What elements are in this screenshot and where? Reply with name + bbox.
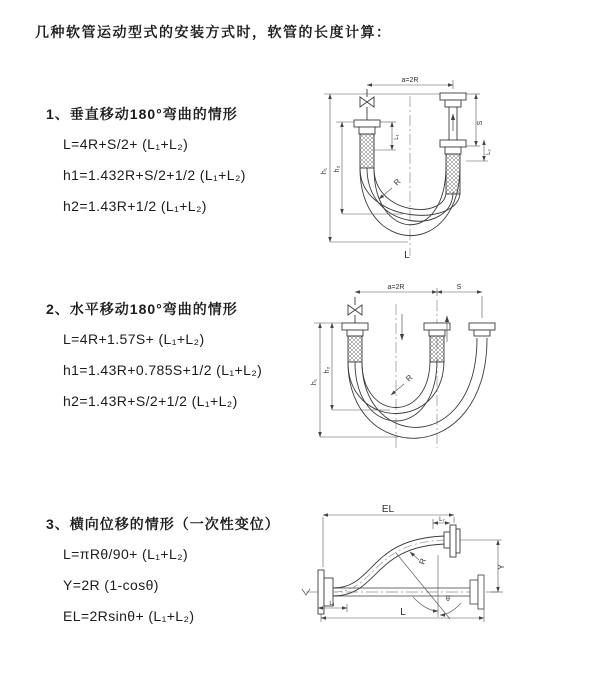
right-fitting [469, 323, 495, 336]
dim-el-label: EL [381, 504, 395, 515]
dim-y-label: Y [497, 564, 506, 570]
dimension-labels [321, 77, 492, 261]
angle-label: θ [446, 596, 450, 603]
section-lateral-displacement [46, 514, 316, 636]
dimension-lines [324, 80, 488, 242]
dim-s-label: S [477, 120, 484, 126]
valve-icon [348, 297, 362, 323]
middle-fitting [424, 323, 450, 362]
page-title: 几种软管运动型式的安装方式时，软管的长度计算： [35, 24, 392, 40]
section-2-formula-h2: h2=1.43R+S/2+1/2 (L₁+L₂) [63, 393, 238, 409]
section-2-formula-h1: h1=1.43R+0.785S+1/2 (L₁+L₂) [63, 362, 263, 378]
section-3-formula-Y: Y=2R (1-cosθ) [63, 577, 159, 593]
section-3-formula-L: L=πRθ/90+ (L₁+L₂) [63, 546, 189, 562]
section-1-formula-h2: h2=1.43R+1/2 (L₁+L₂) [63, 198, 207, 214]
dim-h1-label: h₁ [311, 378, 318, 386]
length-label: L [404, 250, 410, 261]
section-1-heading: 1、垂直移动180°弯曲的情形 [46, 106, 238, 122]
valve-icon [360, 89, 374, 120]
section-1-formula-h1: h1=1.432R+S/2+1/2 (L₁+L₂) [63, 167, 246, 183]
dimension-lines [318, 515, 502, 622]
dim-h1-label: h₁ [321, 167, 328, 175]
dim-l2-label: L₂ [486, 149, 492, 155]
radius-label: R [417, 557, 428, 566]
left-fitting [342, 323, 368, 362]
section-vertical-movement [46, 104, 316, 226]
section-3-formula-EL: EL=2Rsinθ+ (L₁+L₂) [63, 608, 195, 624]
section-1-formula-L: L=4R+S/2+ (L₁+L₂) [63, 136, 189, 152]
dim-l1-label: L₁ [329, 601, 335, 607]
section-2-heading: 2、水平移动180°弯曲的情形 [46, 301, 238, 317]
dim-l1-label: L₁ [394, 134, 400, 140]
left-flange [318, 570, 333, 614]
dim-h2-label: h₂ [324, 366, 331, 374]
radius-label: R [392, 176, 403, 188]
dim-l2-label: L₂ [439, 517, 445, 523]
hose-curves [348, 338, 487, 438]
section-horizontal-movement [46, 299, 316, 421]
diagram-vertical-180-bend [308, 66, 598, 266]
left-fitting [354, 120, 380, 168]
upper-flange [444, 525, 460, 557]
right-fitting [440, 93, 466, 194]
length-label: L [400, 607, 406, 618]
hose-s-curve [333, 536, 450, 596]
section-3-heading: 3、横向位移的情形（一次性变位） [46, 516, 280, 532]
radius-label: R [404, 372, 415, 384]
dimension-lines [314, 288, 482, 437]
diagram-horizontal-180-bend [306, 280, 598, 460]
diagram-lateral-displacement [298, 503, 598, 653]
dim-a2r-label: a=2R [401, 77, 419, 84]
dim-s-label: S [456, 284, 462, 291]
section-2-formula-L: L=4R+1.57S+ (L₁+L₂) [63, 331, 205, 347]
dim-a2r-label: a=2R [387, 284, 405, 291]
dim-h2-label: h₂ [334, 165, 341, 173]
